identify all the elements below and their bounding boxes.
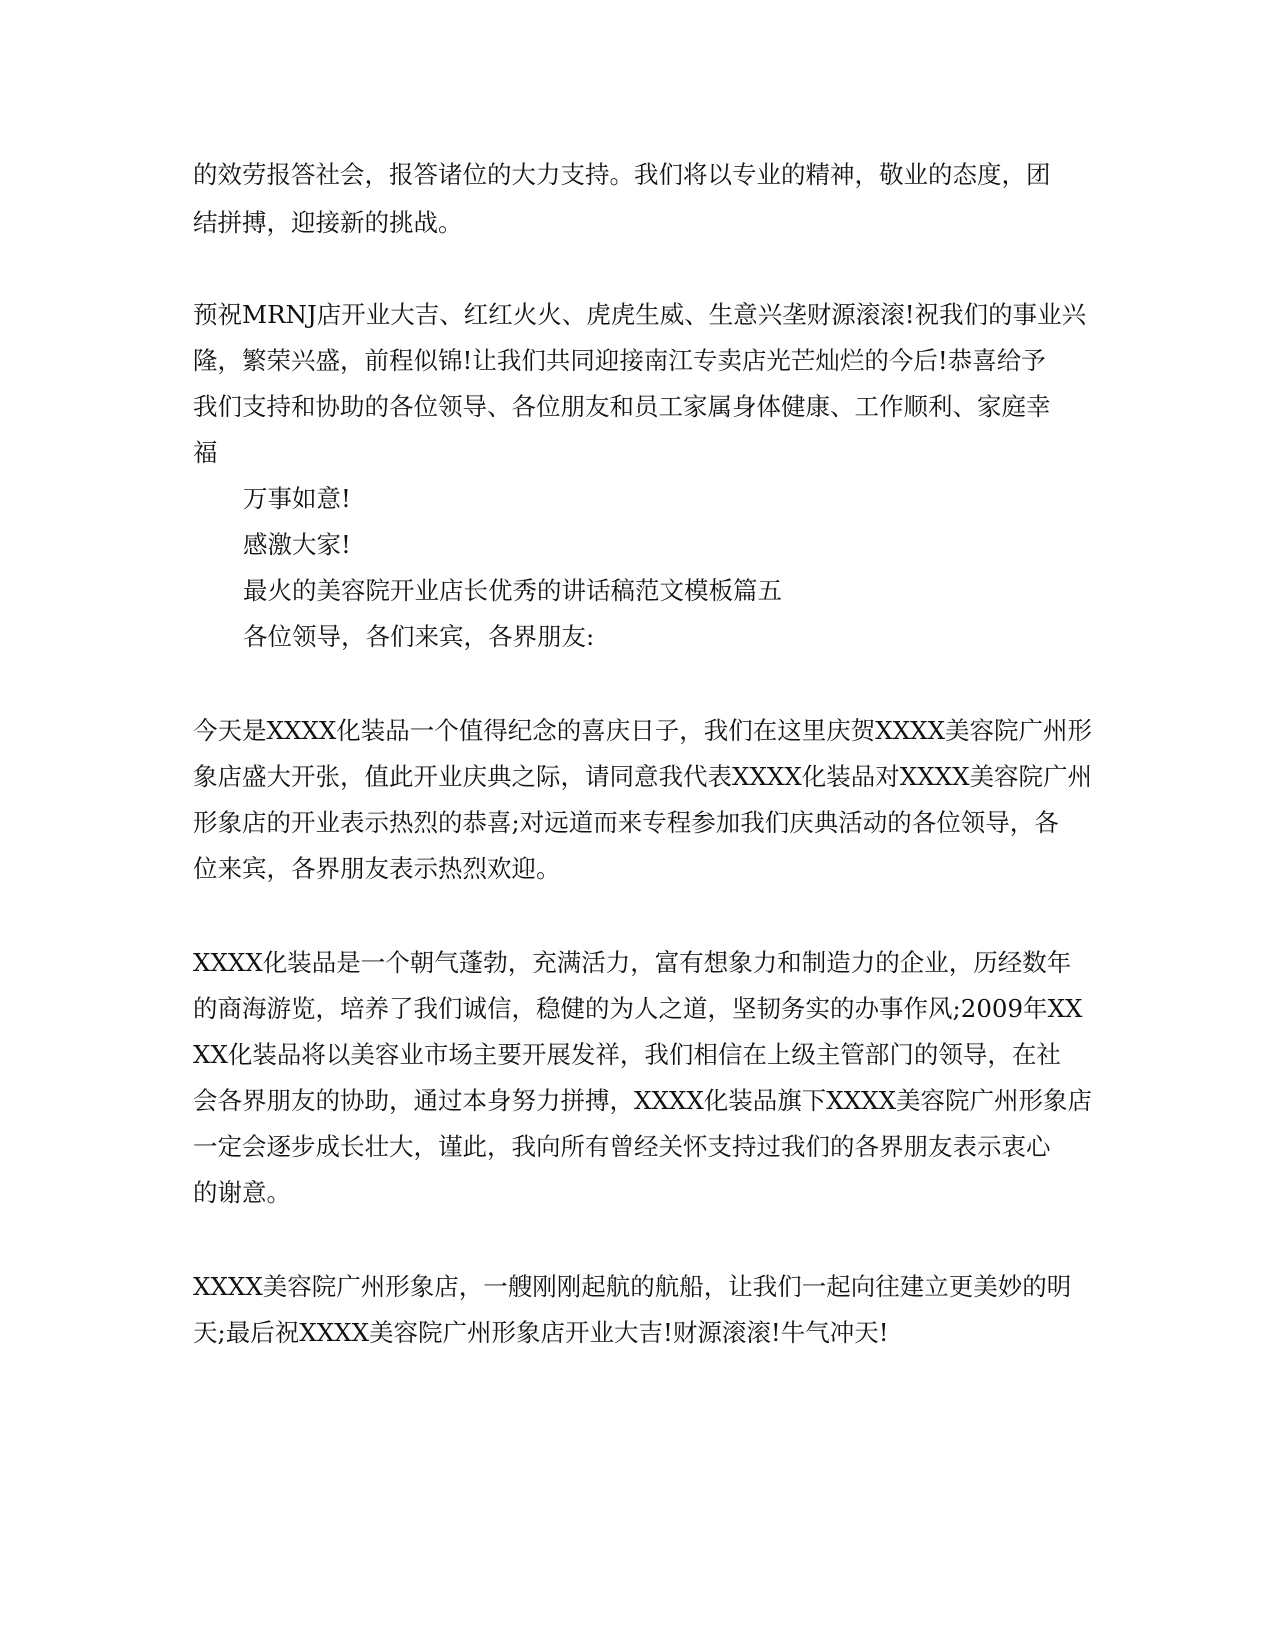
para3-line-2: 象店盛大开张，值此开业庆典之际，请同意我代表XXXX化装品对XXXX美容院广州 — [193, 762, 1093, 791]
para2-line-1: 预祝MRNJ店开业大吉、红红火火、虎虎生威、生意兴垄财源滚滚!祝我们的事业兴 — [193, 300, 1087, 329]
para5-line-2: 天;最后祝XXXX美容院广州形象店开业大吉!财源滚滚!牛气冲天! — [193, 1318, 889, 1347]
para5-line-1: XXXX美容院广州形象店，一艘刚刚起航的航船，让我们一起向往建立更美妙的明 — [193, 1272, 1072, 1301]
para4-line-5: 一定会逐步成长壮大，谨此，我向所有曾经关怀支持过我们的各界朋友表示衷心 — [193, 1132, 1051, 1161]
para3-line-4: 位来宾，各界朋友表示热烈欢迎。 — [193, 854, 561, 883]
greeting: 各位领导，各们来宾，各界朋友: — [243, 622, 595, 651]
para1-line-2: 结拼搏，迎接新的挑战。 — [193, 208, 463, 237]
para4-line-4: 会各界朋友的协助，通过本身努力拼搏，XXXX化装品旗下XXXX美容院广州形象店 — [193, 1086, 1093, 1115]
para2-line-4: 福 — [193, 438, 218, 467]
para4-line-6: 的谢意。 — [193, 1178, 291, 1207]
para3-line-1: 今天是XXXX化装品一个值得纪念的喜庆日子，我们在这里庆贺XXXX美容院广州形 — [193, 716, 1093, 745]
para4-line-1: XXXX化装品是一个朝气蓬勃，充满活力，富有想象力和制造力的企业，历经数年 — [193, 948, 1072, 977]
closing-thanks: 感激大家! — [243, 530, 351, 559]
para2-line-3: 我们支持和协助的各位领导、各位朋友和员工家属身体健康、工作顺利、家庭幸 — [193, 392, 1051, 421]
para3-line-3: 形象店的开业表示热烈的恭喜;对远道而来专程参加我们庆典活动的各位领导，各 — [193, 808, 1059, 837]
section-title: 最火的美容院开业店长优秀的讲话稿范文模板篇五 — [243, 576, 782, 605]
closing-wish: 万事如意! — [243, 484, 351, 513]
para4-line-3: XX化装品将以美容业市场主要开展发祥，我们相信在上级主管部门的领导，在社 — [193, 1040, 1061, 1069]
para4-line-2: 的商海游览，培养了我们诚信，稳健的为人之道，坚韧务实的办事作风;2009年XX — [193, 994, 1083, 1023]
para2-line-2: 隆，繁荣兴盛，前程似锦!让我们共同迎接南江专卖店光芒灿烂的今后!恭喜给予 — [193, 346, 1046, 375]
para1-line-1: 的效劳报答社会，报答诸位的大力支持。我们将以专业的精神，敬业的态度，团 — [193, 160, 1051, 189]
